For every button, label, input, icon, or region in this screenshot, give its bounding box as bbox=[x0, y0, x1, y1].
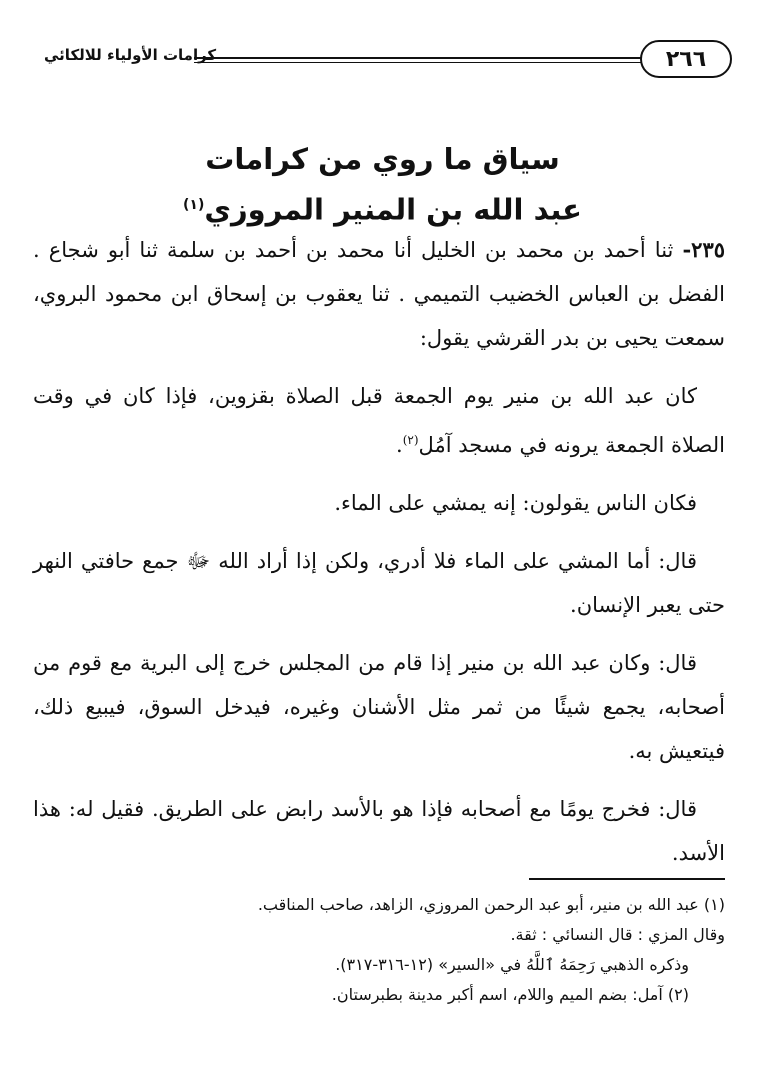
paragraph-2 bbox=[33, 374, 725, 467]
page-number: ٢٦٦ bbox=[640, 40, 732, 78]
header-rule-thin bbox=[194, 62, 642, 63]
paragraph-6: قال: فخرج يومًا مع أصحابه فإذا هو بالأسد رابض على الطريق. فقيل له: هذا الأسد. bbox=[33, 797, 725, 865]
footnote-divider bbox=[529, 878, 725, 880]
footnote-1-line-1: (١) عبد الله بن منير، أبو عبد الرحمن المروزي، الزاهد، صاحب المناقب. bbox=[257, 895, 725, 914]
paragraph-3: فكان الناس يقولون: إنه يمشي على الماء. bbox=[334, 491, 697, 515]
chapter-heading bbox=[60, 136, 705, 233]
footnote-ref-1: (١) bbox=[183, 197, 205, 213]
paragraph-isnad bbox=[33, 228, 725, 360]
paragraph-2-end: . bbox=[396, 433, 403, 457]
running-header bbox=[44, 40, 732, 82]
paragraph-4: قال: أما المشي على الماء فلا أدري، ولكن إذا أراد الله ﷻ جمع حافتي النهر حتى يعبر الإنسان. bbox=[33, 549, 725, 617]
footnotes bbox=[33, 890, 725, 1010]
footnote-ref-2: (٢) bbox=[402, 433, 419, 447]
footnote-1-line-2: وقال المزي : قال النسائي : ثقة. bbox=[510, 925, 725, 944]
chapter-title-line-1: سياق ما روي من كرامات bbox=[205, 142, 560, 176]
book-title: كرامات الأولياء للالكائي bbox=[44, 46, 217, 64]
chapter-title-name: عبد الله بن المنير المروزي bbox=[204, 192, 582, 227]
paragraph-2-text: كان عبد الله بن منير يوم الجمعة قبل الصلاة بقزوين، فإذا كان في وقت الصلاة الجمعة يرونه في مسجد آمُل bbox=[33, 384, 725, 457]
chapter-title-line-2 bbox=[60, 182, 705, 233]
paragraph-5: قال: وكان عبد الله بن منير إذا قام من المجلس خرج إلى البرية مع قوم من أصحابه، يجمع شيئًا من ثمر مثل الأشنان وغيره، فيدخل السوق، فيبيع ذلك، فيتعيش به. bbox=[33, 651, 725, 763]
header-rule bbox=[194, 57, 642, 59]
narration-number: ٢٣٥- bbox=[682, 237, 726, 262]
paragraph-1-text: ثنا أحمد بن محمد بن الخليل أنا محمد بن أحمد بن سلمة ثنا أبو شجاع . الفضل بن العباس الخضيب التميمي . ثنا يعقوب بن إسحاق ابن محمود البروي، سمعت يحيى بن بدر القرشي يقول: bbox=[33, 238, 725, 350]
footnote-1-line-3: وذكره الذهبي رَحِمَهُ ٱللَّهُ في «السير» (١٢-٣١٦-٣١٧). bbox=[335, 955, 689, 974]
body-text bbox=[33, 228, 725, 889]
footnote-2-line-1: (٢) آمل: بضم الميم واللام، اسم أكبر مدينة بطبرستان. bbox=[331, 985, 689, 1004]
